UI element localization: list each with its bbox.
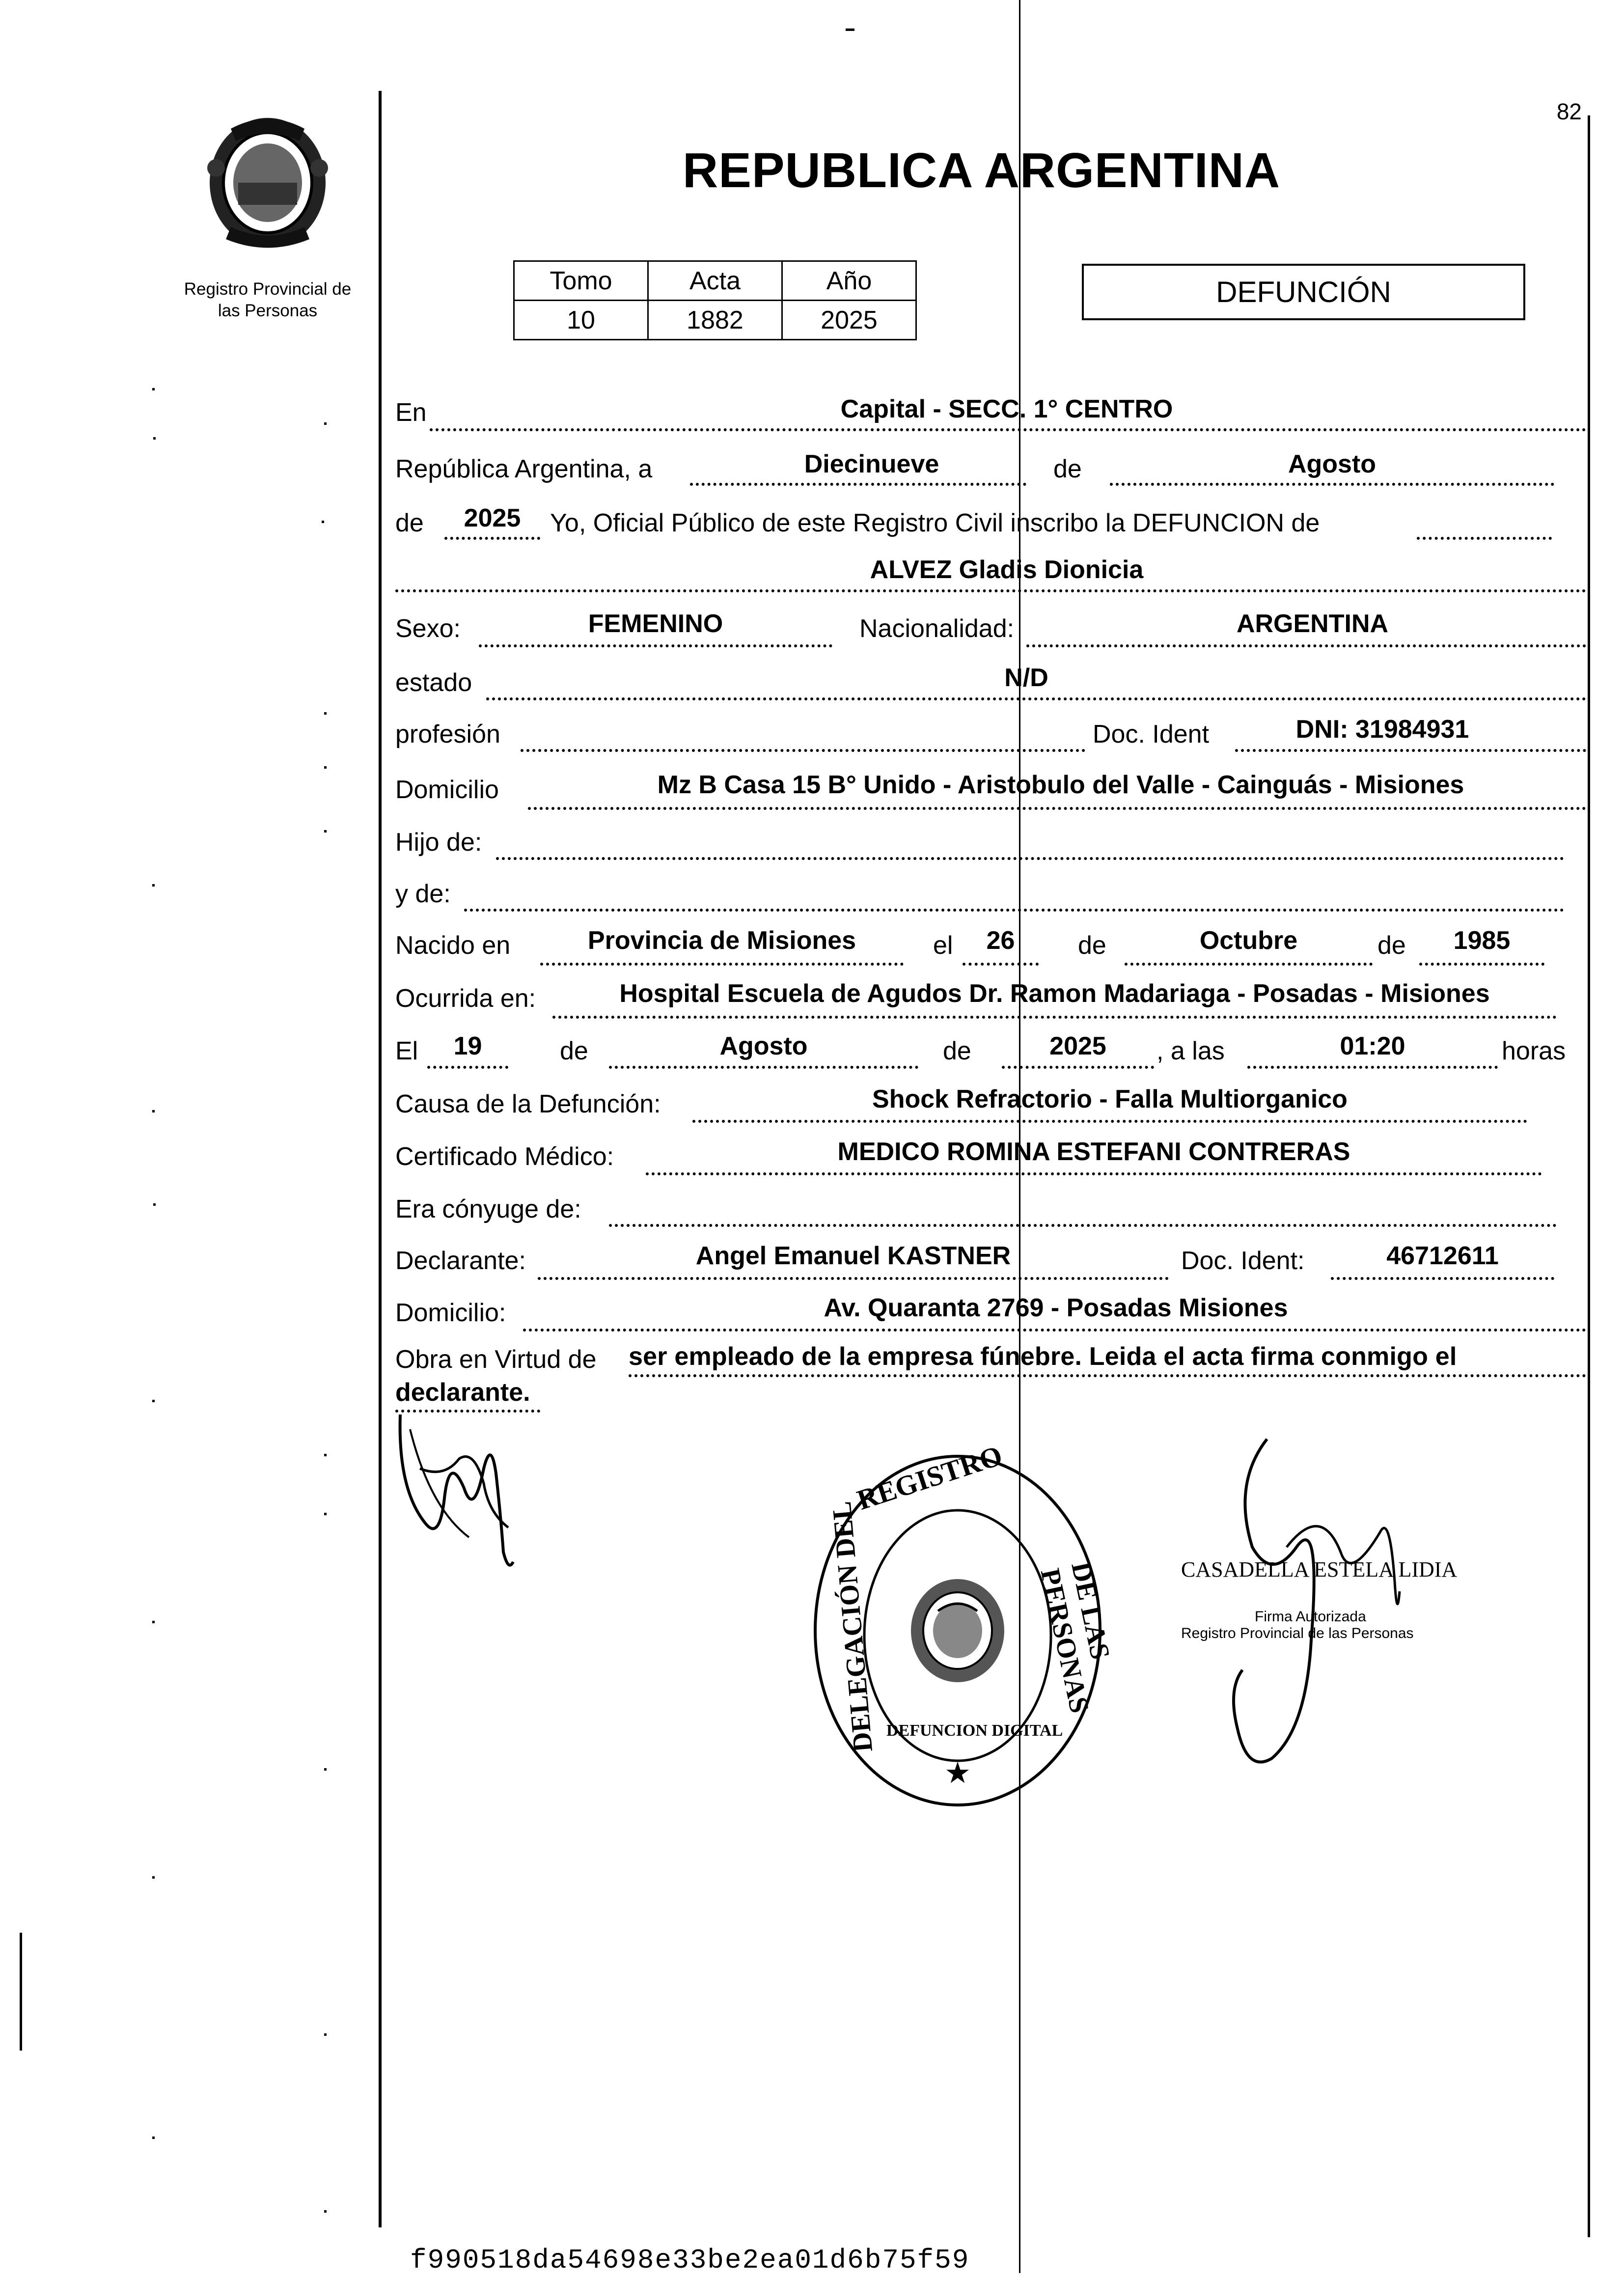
dotted-line <box>1419 963 1544 966</box>
label-sexo: Sexo: <box>395 614 461 643</box>
tomo-header: Tomo <box>514 261 648 301</box>
dotted-line <box>521 749 1085 752</box>
value-nacionalidad: ARGENTINA <box>1236 610 1389 638</box>
province-seal-logo <box>196 109 339 256</box>
stamp-left-text: DELEGACIÓN DEL <box>826 1500 879 1753</box>
record-type-box <box>1082 264 1525 320</box>
value-declarante: Angel Emanuel KASTNER <box>695 1242 1011 1270</box>
label-de: de <box>1053 455 1082 483</box>
label-de: de <box>1078 931 1106 960</box>
value-mes: Agosto <box>1288 450 1376 478</box>
value-lugar: Capital - SECC. 1° CENTRO <box>840 395 1173 423</box>
scan-dot <box>324 830 327 833</box>
stamp-top-text: REGISTRO <box>853 1439 1006 1516</box>
dotted-line <box>609 1224 1557 1227</box>
label-en: En <box>395 398 427 427</box>
page-number: 82 <box>1556 99 1582 124</box>
authority-role: Firma Autorizada Registro Provincial de las Personas <box>1181 1609 1414 1641</box>
stamp-right-text: DE LAS PERSONAS <box>1034 1559 1116 1716</box>
left-margin-line <box>379 91 382 2227</box>
scan-dot <box>324 712 327 715</box>
value-domicilio: Mz B Casa 15 B° Unido - Aristobulo del Valle - Cainguás - Misiones <box>657 771 1464 799</box>
scan-dot <box>152 1110 155 1112</box>
value-causa: Shock Refractorio - Falla Multiorganico <box>872 1085 1348 1113</box>
dotted-line <box>444 537 540 540</box>
label-nacionalidad: Nacionalidad: <box>859 614 1015 643</box>
scan-dot <box>152 884 155 887</box>
label-profesion: profesión <box>395 720 500 749</box>
value-fecha-anio: 2025 <box>1049 1032 1106 1060</box>
label-doc-ident: Doc. Ident <box>1093 720 1210 749</box>
value-dia-letras: Diecinueve <box>804 450 939 478</box>
tomo-value: 10 <box>514 301 648 340</box>
label-republica: República Argentina, a <box>395 455 653 483</box>
scan-dot <box>153 1203 156 1206</box>
scan-dot <box>324 2210 327 2213</box>
edge-mark <box>20 1933 22 2051</box>
declarant-signature <box>390 1410 528 1577</box>
value-sexo: FEMENINO <box>588 610 723 638</box>
dotted-line <box>1026 644 1586 647</box>
label-nacido-en: Nacido en <box>395 931 511 960</box>
record-type-label: DEFUNCIÓN <box>1216 276 1391 308</box>
label-causa: Causa de la Defunción: <box>395 1090 661 1118</box>
dotted-line <box>1110 483 1554 486</box>
scan-dot <box>324 766 327 769</box>
dotted-line <box>552 1016 1557 1019</box>
value-obra-line1: ser empleado de la empresa fúnebre. Leida el acta firma conmigo el <box>629 1342 1457 1371</box>
label-a-las: , a las <box>1156 1037 1225 1065</box>
scan-dot <box>324 1454 327 1456</box>
scan-dot <box>152 1876 155 1879</box>
dotted-line <box>430 428 1586 431</box>
dotted-line <box>692 1120 1527 1123</box>
dotted-line <box>540 963 904 966</box>
value-fecha-mes: Agosto <box>719 1032 808 1060</box>
record-table-header-row <box>514 261 916 301</box>
label-el-cap: El <box>395 1037 418 1065</box>
dotted-line <box>1247 1066 1498 1069</box>
dotted-line <box>496 857 1564 860</box>
dotted-line <box>464 909 1564 912</box>
value-estado: N/D <box>1004 664 1048 692</box>
scan-dot <box>324 1513 327 1515</box>
label-conyuge: Era cónyuge de: <box>395 1195 581 1223</box>
center-fold-line <box>1019 0 1020 2273</box>
authority-name: CASADELLA ESTELA LIDIA <box>1181 1557 1458 1582</box>
acta-value: 1882 <box>648 301 782 340</box>
authority-signature <box>1174 1434 1449 1778</box>
scan-dot <box>324 2033 327 2036</box>
label-de: de <box>560 1037 588 1065</box>
value-declarante-domicilio: Av. Quaranta 2769 - Posadas Misiones <box>824 1294 1288 1322</box>
scan-dot <box>152 1400 155 1402</box>
label-certificado: Certificado Médico: <box>395 1142 614 1171</box>
dotted-line <box>1002 1066 1154 1069</box>
label-y-de: y de: <box>395 880 451 908</box>
dotted-line <box>1235 749 1586 752</box>
label-domicilio-2: Domicilio: <box>395 1299 506 1327</box>
dotted-line <box>486 697 1586 700</box>
anio-value: 2025 <box>782 301 916 340</box>
dotted-line <box>523 1329 1586 1332</box>
value-dni: DNI: 31984931 <box>1295 715 1469 744</box>
value-nacido-anio: 1985 <box>1453 926 1511 955</box>
registry-label: Registro Provincial de las Personas <box>184 279 352 320</box>
label-el: el <box>933 931 953 960</box>
label-declarante: Declarante: <box>395 1247 526 1275</box>
dotted-line <box>395 589 1586 592</box>
svg-text:★: ★ <box>944 1756 971 1790</box>
value-hora: 01:20 <box>1340 1032 1405 1060</box>
dotted-line <box>479 644 832 647</box>
label-yo-oficial: Yo, Oficial Público de este Registro Civil inscribo la DEFUNCION de <box>550 509 1320 537</box>
label-de: de <box>943 1037 971 1065</box>
page-title: REPUBLICA ARGENTINA <box>683 143 1281 198</box>
registry-stamp <box>810 1439 1116 1812</box>
dotted-line <box>629 1374 1586 1377</box>
scan-dot <box>152 388 155 390</box>
value-nacido-dia: 26 <box>986 926 1015 955</box>
dotted-line <box>427 1066 508 1069</box>
label-horas: horas <box>1502 1037 1566 1065</box>
dotted-line <box>538 1277 1169 1280</box>
label-de: de <box>1377 931 1406 960</box>
document-hash: f990518da54698e33be2ea01d6b75f59 <box>410 2245 970 2276</box>
dotted-line <box>646 1172 1542 1175</box>
value-fallecido: ALVEZ Gladis Dionicia <box>870 555 1144 584</box>
dotted-line <box>690 483 1026 486</box>
value-ocurrida-en: Hospital Escuela de Agudos Dr. Ramon Madariaga - Posadas - Misiones <box>619 979 1490 1008</box>
value-nacido-mes: Octubre <box>1199 926 1298 955</box>
label-hijo-de: Hijo de: <box>395 828 482 857</box>
scan-dot <box>324 422 327 425</box>
dotted-line <box>528 807 1586 810</box>
top-mark <box>846 28 854 31</box>
label-de-start: de <box>395 509 424 537</box>
dotted-line <box>1331 1277 1554 1280</box>
label-ocurrida-en: Ocurrida en: <box>395 984 536 1013</box>
record-table-value-row <box>514 301 916 340</box>
dotted-line <box>1125 963 1373 966</box>
scan-dot <box>153 437 156 440</box>
acta-header: Acta <box>648 261 782 301</box>
value-certificado: MEDICO ROMINA ESTEFANI CONTRERAS <box>837 1138 1350 1166</box>
scan-dot <box>324 1768 327 1771</box>
value-declarante-doc: 46712611 <box>1386 1242 1499 1270</box>
scan-dot <box>152 1621 155 1623</box>
dotted-line <box>963 963 1039 966</box>
dotted-line <box>1417 537 1552 540</box>
record-table <box>513 260 917 340</box>
label-estado: estado <box>395 668 472 697</box>
value-anio: 2025 <box>464 504 521 532</box>
label-obra: Obra en Virtud de <box>395 1345 597 1374</box>
right-margin-line <box>1588 115 1590 2237</box>
label-doc-ident-2: Doc. Ident: <box>1181 1247 1305 1275</box>
value-obra-line2: declarante. <box>395 1378 530 1407</box>
anio-header: Año <box>782 261 916 301</box>
value-fecha-dia: 19 <box>453 1032 482 1060</box>
value-nacido-en: Provincia de Misiones <box>587 926 856 955</box>
scan-dot <box>322 521 324 523</box>
stamp-inner-text: DEFUNCION DIGITAL <box>886 1721 1063 1740</box>
label-domicilio: Domicilio <box>395 776 499 804</box>
dotted-line <box>609 1066 918 1069</box>
scan-dot <box>152 2137 155 2139</box>
